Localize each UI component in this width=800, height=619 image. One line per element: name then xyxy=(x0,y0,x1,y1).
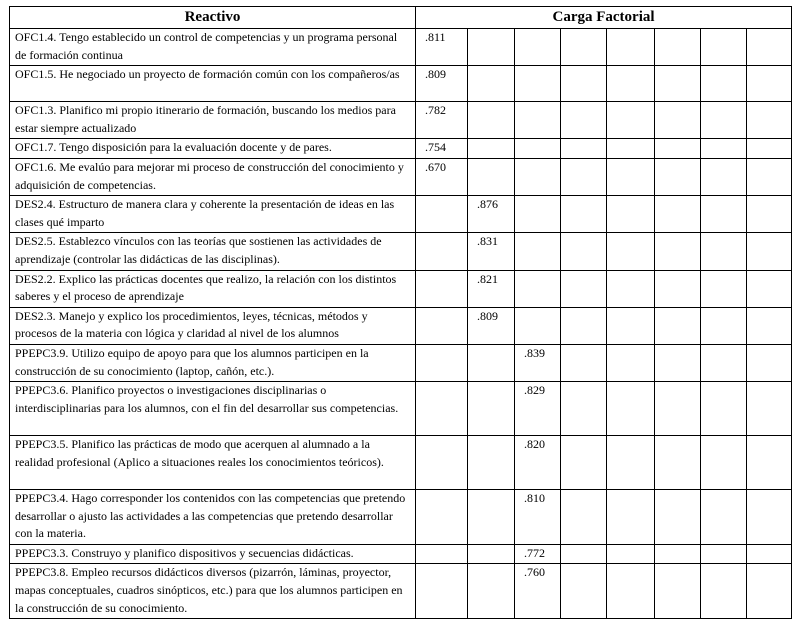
table-row xyxy=(10,564,792,619)
loading-cell xyxy=(655,344,701,381)
loading-cell xyxy=(701,544,747,564)
loading-cell xyxy=(655,233,701,270)
table-row xyxy=(10,307,792,344)
loading-cell xyxy=(561,233,607,270)
loading-cell xyxy=(747,382,792,436)
loading-cell xyxy=(416,196,468,233)
loading-cell xyxy=(468,382,515,436)
loading-cell xyxy=(607,344,655,381)
table-row xyxy=(10,270,792,307)
loading-cell xyxy=(468,564,515,619)
loading-cell: .839 xyxy=(515,344,561,381)
loading-cell: .782 xyxy=(416,102,468,139)
item-cell: OFC1.7. Tengo disposición para la evaluación docente y de pares. xyxy=(10,139,416,159)
loading-cell xyxy=(468,544,515,564)
loading-cell xyxy=(747,344,792,381)
table-row xyxy=(10,102,792,139)
loading-cell xyxy=(747,544,792,564)
loading-cell xyxy=(701,102,747,139)
loading-cell xyxy=(468,344,515,381)
loading-cell xyxy=(701,66,747,102)
loading-cell xyxy=(416,270,468,307)
loading-cell xyxy=(747,307,792,344)
loading-cell: .829 xyxy=(515,382,561,436)
loading-cell xyxy=(701,490,747,545)
loading-cell xyxy=(561,29,607,66)
table-row xyxy=(10,196,792,233)
loading-cell xyxy=(515,233,561,270)
loading-cell xyxy=(607,307,655,344)
loading-cell: .820 xyxy=(515,436,561,490)
loading-cell xyxy=(607,564,655,619)
loading-cell xyxy=(747,270,792,307)
item-cell: PPEPC3.3. Construyo y planifico dispositivos y secuencias didácticas. xyxy=(10,544,416,564)
loading-cell xyxy=(416,233,468,270)
table-row xyxy=(10,233,792,270)
loading-cell xyxy=(468,139,515,159)
item-cell: OFC1.4. Tengo establecido un control de competencias y un programa personal de formación continua xyxy=(10,29,416,66)
loading-cell xyxy=(607,139,655,159)
loading-cell xyxy=(655,307,701,344)
loading-cell xyxy=(701,233,747,270)
loading-cell xyxy=(701,344,747,381)
loading-cell: .809 xyxy=(468,307,515,344)
header-reactivo: Reactivo xyxy=(10,7,416,29)
loading-cell xyxy=(561,490,607,545)
table-row xyxy=(10,544,792,564)
item-cell: DES2.5. Establezco vínculos con las teorías que sostienen las actividades de aprendizaje (controlar las didácticas de las disciplinas). xyxy=(10,233,416,270)
loading-cell: .772 xyxy=(515,544,561,564)
loading-cell xyxy=(515,29,561,66)
loading-cell xyxy=(655,270,701,307)
item-cell: PPEPC3.5. Planifico las prácticas de modo que acerquen al alumnado a la realidad profesional (Aplico a situaciones reales los conocimientos teóricos). xyxy=(10,436,416,490)
loading-cell xyxy=(701,270,747,307)
loading-cell xyxy=(515,158,561,195)
loading-cell xyxy=(607,29,655,66)
loading-cell xyxy=(468,158,515,195)
loading-cell xyxy=(747,564,792,619)
loading-cell xyxy=(701,307,747,344)
loading-cell: .754 xyxy=(416,139,468,159)
loading-cell xyxy=(701,382,747,436)
loading-cell: .876 xyxy=(468,196,515,233)
loading-cell xyxy=(416,382,468,436)
item-cell: OFC1.3. Planifico mi propio itinerario de formación, buscando los medios para estar siempre actualizado xyxy=(10,102,416,139)
loading-cell xyxy=(607,436,655,490)
loading-cell xyxy=(468,436,515,490)
loading-cell xyxy=(747,66,792,102)
loading-cell xyxy=(655,196,701,233)
loading-cell xyxy=(561,158,607,195)
item-cell: OFC1.5. He negociado un proyecto de formación común con los compañeros/as xyxy=(10,66,416,102)
loading-cell xyxy=(701,139,747,159)
loading-cell xyxy=(655,544,701,564)
loading-cell: .831 xyxy=(468,233,515,270)
table-row xyxy=(10,66,792,102)
loading-cell: .811 xyxy=(416,29,468,66)
item-cell: PPEPC3.4. Hago corresponder los contenidos con las competencias que pretendo desarrollar o ajusto las actividades a las competencias que pretendo desarrollar con la materia. xyxy=(10,490,416,545)
table-row xyxy=(10,344,792,381)
loading-cell xyxy=(607,544,655,564)
loading-cell xyxy=(515,307,561,344)
loading-cell xyxy=(515,270,561,307)
loading-cell xyxy=(416,490,468,545)
loading-cell xyxy=(515,196,561,233)
header-row xyxy=(10,7,792,29)
loading-cell xyxy=(701,564,747,619)
loading-cell xyxy=(561,270,607,307)
loading-cell xyxy=(468,66,515,102)
loading-cell xyxy=(561,307,607,344)
loading-cell xyxy=(655,139,701,159)
item-cell: PPEPC3.6. Planifico proyectos o investigaciones disciplinarias o interdisciplinarias para los alumnos, con el fin del desarrollar sus competencias. xyxy=(10,382,416,436)
loading-cell xyxy=(655,102,701,139)
loading-cell xyxy=(655,158,701,195)
loading-cell xyxy=(747,490,792,545)
loading-cell: .810 xyxy=(515,490,561,545)
loading-cell xyxy=(747,102,792,139)
table-row xyxy=(10,158,792,195)
loading-cell xyxy=(607,490,655,545)
item-cell: DES2.4. Estructuro de manera clara y coherente la presentación de ideas en las clases qué imparto xyxy=(10,196,416,233)
loading-cell xyxy=(561,66,607,102)
loading-cell xyxy=(701,29,747,66)
loading-cell xyxy=(655,436,701,490)
loading-cell xyxy=(701,436,747,490)
loading-cell xyxy=(416,544,468,564)
loading-cell xyxy=(747,29,792,66)
item-cell: DES2.2. Explico las prácticas docentes que realizo, la relación con los distintos saberes y el proceso de aprendizaje xyxy=(10,270,416,307)
loading-cell xyxy=(607,102,655,139)
loading-cell xyxy=(416,307,468,344)
loading-cell xyxy=(747,196,792,233)
loading-cell xyxy=(416,436,468,490)
table-row xyxy=(10,382,792,436)
loading-cell xyxy=(655,564,701,619)
table-row xyxy=(10,29,792,66)
loading-cell xyxy=(561,382,607,436)
loading-cell xyxy=(561,102,607,139)
loading-cell xyxy=(607,66,655,102)
loading-cell xyxy=(561,564,607,619)
loading-cell xyxy=(607,158,655,195)
loading-cell xyxy=(747,233,792,270)
loading-cell: .670 xyxy=(416,158,468,195)
loading-cell: .760 xyxy=(515,564,561,619)
item-cell: OFC1.6. Me evalúo para mejorar mi proceso de construcción del conocimiento y adquisición de competencias. xyxy=(10,158,416,195)
loading-cell xyxy=(468,29,515,66)
loading-cell xyxy=(561,544,607,564)
loading-cell xyxy=(655,29,701,66)
factor-loadings-table xyxy=(9,6,792,619)
loading-cell xyxy=(701,158,747,195)
loading-cell xyxy=(515,102,561,139)
loading-cell xyxy=(515,139,561,159)
loading-cell xyxy=(561,344,607,381)
loading-cell xyxy=(468,490,515,545)
loading-cell xyxy=(607,270,655,307)
table-row xyxy=(10,490,792,545)
loading-cell xyxy=(416,564,468,619)
loading-cell xyxy=(468,102,515,139)
loading-cell xyxy=(747,139,792,159)
loading-cell xyxy=(607,233,655,270)
table-row xyxy=(10,139,792,159)
loading-cell xyxy=(655,490,701,545)
loading-cell xyxy=(607,196,655,233)
loading-cell xyxy=(607,382,655,436)
loading-cell xyxy=(416,344,468,381)
loading-cell: .809 xyxy=(416,66,468,102)
loading-cell: .821 xyxy=(468,270,515,307)
loading-cell xyxy=(561,436,607,490)
loading-cell xyxy=(655,382,701,436)
loading-cell xyxy=(561,139,607,159)
loading-cell xyxy=(747,436,792,490)
table-row xyxy=(10,436,792,490)
loading-cell xyxy=(655,66,701,102)
item-cell: DES2.3. Manejo y explico los procedimientos, leyes, técnicas, métodos y procesos de la materia con lógica y claridad al nivel de los alumnos xyxy=(10,307,416,344)
item-cell: PPEPC3.8. Empleo recursos didácticos diversos (pizarrón, láminas, proyector, mapas conceptuales, cuadros sinópticos, etc.) para que los alumnos participen en la construcción de su conocimiento. xyxy=(10,564,416,619)
header-carga-factorial: Carga Factorial xyxy=(416,7,792,29)
loading-cell xyxy=(747,158,792,195)
table-body xyxy=(10,29,792,619)
loading-cell xyxy=(561,196,607,233)
loading-cell xyxy=(515,66,561,102)
item-cell: PPEPC3.9. Utilizo equipo de apoyo para que los alumnos participen en la construcción de su conocimiento (laptop, cañón, etc.). xyxy=(10,344,416,381)
loading-cell xyxy=(701,196,747,233)
